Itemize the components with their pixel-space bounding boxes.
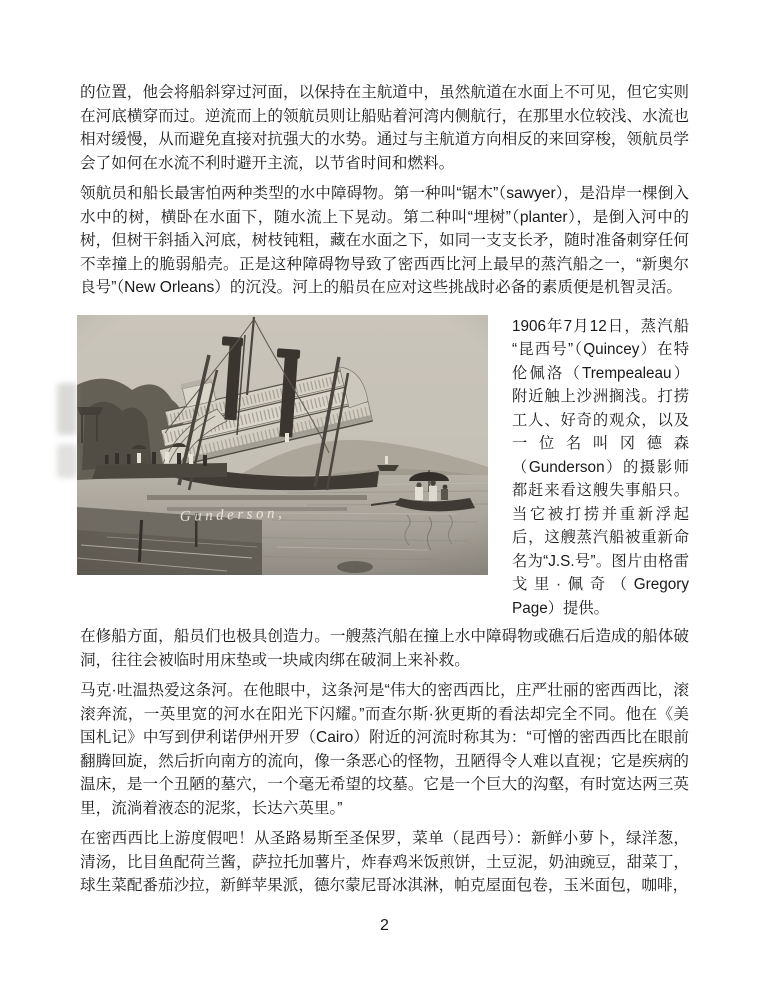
figure-caption: 1906年7月12日，蒸汽船“昆西号”（Quincey）在特伦佩洛（Trempealeau）附近触上沙洲搁浅。打捞工人、好奇的观众，以及一位名叫冈德森（Gunderson）的摄影师都赶来看这艘失事船只。当它被打捞并重新浮起后，这艘蒸汽船被重新命名为“J.S.号”。图片由格雷戈里·佩奇（Gregory Page）提供。 (512, 317, 689, 617)
paragraph-menu: 在密西西比上游度假吧！从圣路易斯至圣保罗，菜单（昆西号）：新鲜小萝卜，绿洋葱，清汤，比目鱼配荷兰酱，萨拉托加薯片，炸春鸡米饭煎饼，土豆泥，奶油豌豆，甜菜丁，球生菜配番茄沙拉，新鲜苹果派，德尔蒙尼哥冰淇淋，帕克屋面包卷，玉米面包，咖啡， (80, 830, 689, 894)
paragraph-snags: 领航员和船长最害怕两种类型的水中障碍物。第一种叫“锯木”（sawyer），是沿岸一棵倒入水中的树，横卧在水面下，随水流上下晃动。第二种叫“埋树”（planter），是倒入河中的树，但树干斜插入河底，树枝钝粗，藏在水面之下，如同一支支长矛，随时准备刺穿任何不幸撞上的脆弱船壳。正是这种障碍物导致了密西西比河上最早的蒸汽船之一，“新奥尔良号”（New Orleans）的沉没。河上的船员在应对这些挑战时必备的素质便是机智灵活。 (80, 185, 689, 296)
print-bleed-smudge (57, 444, 77, 478)
steamboat-wreck-photo (77, 315, 488, 575)
paragraph-river-navigation: 的位置，他会将船斜穿过河面，以保持在主航道中，虽然航道在水面上不可见，但它实则在河底横穿而过。逆流而上的领航员则让船贴着河湾内侧航行，在那里水位较浅、水流也相对缓慢，从而避免直接对抗强大的水势。通过与主航道方向相反的来回穿梭，领航员学会了如何在水流不利时避开主流，以节省时间和燃料。 (80, 84, 689, 172)
photo-sepia-tint (77, 315, 488, 575)
steamboat-photo-illustration (77, 315, 488, 575)
paragraph-repairs: 在修船方面，船员们也极具创造力。一艘蒸汽船在撞上水中障碍物或礁石后造成的船体破洞，往往会被临时用床垫或一块咸肉绑在破洞上来补救。 (80, 628, 689, 669)
paragraph-twain-dickens: 马克·吐温热爱这条河。在他眼中，这条河是“伟大的密西西比，庄严壮丽的密西西比，滚滚奔流，一英里宽的河水在阳光下闪耀。”而查尔斯·狄更斯的看法却完全不同。他在《美国札记》中写到伊利诺伊州开罗（Cairo）附近的河流时称其为：“可憎的密西西比在眼前翻腾回旋，然后折向南方的流向，像一条恶心的怪物，丑陋得令人难以直视；它是疾病的温床，是一个丑陋的墓穴，一个毫无希望的坟墓。它是一个巨大的沟壑，有时宽达两三英里，流淌着液态的泥浆，长达六英里。” (80, 682, 689, 817)
page-number: 2 (380, 916, 389, 934)
steamboat-figure (77, 315, 689, 621)
print-bleed-smudge (57, 383, 77, 435)
